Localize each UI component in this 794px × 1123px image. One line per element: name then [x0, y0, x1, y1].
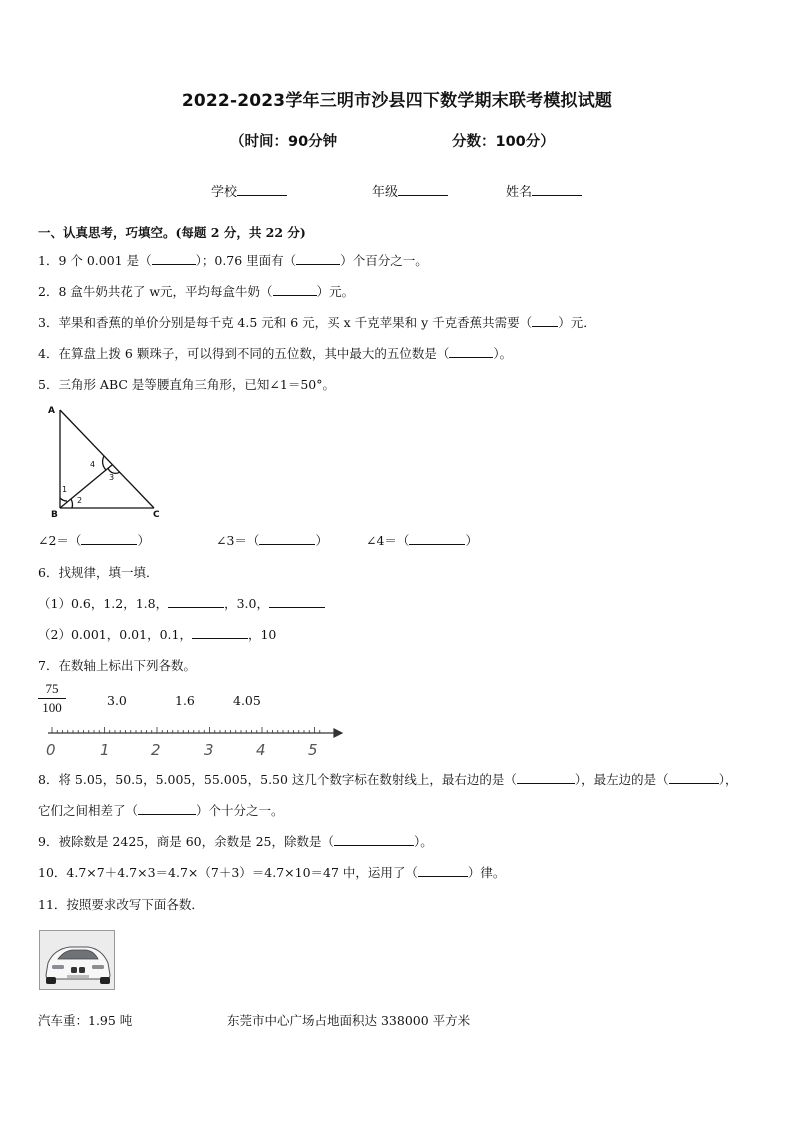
vertex-b-label: B — [51, 510, 58, 520]
angle-3-label: 3 — [109, 473, 115, 482]
grade-blank[interactable] — [398, 183, 448, 196]
q2-blank[interactable] — [273, 283, 317, 296]
q10-blank[interactable] — [418, 864, 468, 877]
angle-2-label: 2 — [77, 496, 83, 505]
number-1-6: 1.6 — [175, 693, 195, 708]
q4-text-a: 4．在算盘上拨 6 颗珠子，可以得到不同的五位数，其中最大的五位数是（ — [38, 346, 450, 361]
ang4-text: ∠4＝（ — [366, 533, 410, 548]
q4-blank[interactable] — [449, 345, 493, 358]
q8-blank-3[interactable] — [138, 802, 196, 815]
question-7: 7．在数轴上标出下列各数。 — [38, 658, 196, 673]
triangle-figure — [40, 404, 170, 520]
name-blank[interactable] — [532, 183, 582, 196]
q3-text-b: ）元． — [558, 315, 596, 330]
ang3-text: ∠3＝（ — [216, 533, 260, 548]
school-label: 学校 — [211, 185, 238, 200]
school-blank[interactable] — [237, 183, 287, 196]
number-line[interactable] — [44, 724, 348, 760]
question-1 — [38, 251, 428, 269]
ang2-text: ∠2＝（ — [38, 533, 82, 548]
q10-text-a: 10．4.7×7＋4.7×3＝4.7×（7＋3）＝4.7×10＝47 中，运用了（ — [38, 865, 418, 880]
ang4-blank[interactable] — [409, 532, 465, 545]
ang4-close: ） — [465, 533, 478, 548]
q6p1-text-b: ，3.0， — [224, 596, 269, 611]
question-9 — [38, 832, 433, 850]
q1-blank-2[interactable] — [296, 252, 340, 265]
axis-label-0: 0 — [46, 741, 56, 759]
question-2 — [38, 282, 354, 300]
q9-text-b: ）。 — [414, 834, 433, 849]
fraction-denominator: 100 — [42, 700, 62, 715]
segment-bd — [60, 465, 115, 508]
number-3-0: 3.0 — [107, 693, 127, 708]
question-3 — [38, 313, 596, 331]
exam-time: （时间：90分钟 — [230, 134, 338, 150]
number-line-ticks — [52, 727, 320, 733]
q6p2-text-b: ，10 — [247, 627, 277, 642]
vertex-a-label: A — [48, 406, 55, 416]
q8-text-a: 8．将 5.05，50.5，5.005，55.005，5.50 这几个数字标在数射线上，最右边的是（ — [38, 772, 517, 787]
question-4 — [38, 344, 512, 362]
axis-label-5: 5 — [308, 741, 318, 759]
angle-3-answer — [216, 531, 328, 549]
angle-4-label: 4 — [90, 460, 96, 469]
fraction-75-100 — [38, 681, 66, 716]
axis-label-3: 3 — [204, 741, 214, 759]
angle-2-arc — [71, 499, 72, 508]
angle-4-answer — [366, 531, 478, 549]
grade-field — [372, 181, 448, 200]
number-line-arrow — [334, 729, 342, 737]
q2-text-a: 2．8 盒牛奶共花了 w元，平均每盒牛奶（ — [38, 284, 273, 299]
question-8-line-2 — [38, 801, 284, 819]
q3-text-a: 3．苹果和香蕉的单价分别是每千克 4.5 元和 6 元，买 x 千克苹果和 y 千克香蕉共需要（ — [38, 315, 533, 330]
car-icon — [40, 931, 114, 989]
q3-blank[interactable] — [532, 314, 558, 327]
vertex-c-label: C — [153, 510, 160, 520]
question-5: 5．三角形 ABC 是等腰直角三角形，已知∠1＝50°。 — [38, 377, 335, 392]
axis-label-1: 1 — [100, 741, 110, 759]
number-line-labels — [46, 741, 318, 759]
q8-text-d: 它们之间相差了（ — [38, 803, 139, 818]
q8-text-e: ）个十分之一。 — [196, 803, 284, 818]
ang2-blank[interactable] — [81, 532, 137, 545]
name-label: 姓名 — [506, 185, 533, 200]
exam-score: 分数：100分） — [452, 134, 555, 150]
car-image — [39, 930, 115, 990]
side-ac — [60, 410, 154, 508]
q4-text-b: ）。 — [493, 346, 513, 361]
question-10 — [38, 863, 505, 881]
q1-blank-1[interactable] — [152, 252, 196, 265]
q1-text-c: ）个百分之一。 — [340, 253, 428, 268]
exam-title: 2022-2023学年三明市沙县四下数学期末联考模拟试题 — [181, 91, 613, 111]
axis-label-4: 4 — [256, 741, 266, 759]
question-8 — [38, 770, 737, 788]
q6p1-text-a: （1）0.6，1.2，1.8， — [38, 596, 169, 611]
fraction-numerator: 75 — [45, 681, 59, 696]
angle-1-arc — [60, 498, 67, 501]
grade-label: 年级 — [372, 185, 399, 200]
q1-text-a: 1．9 个 0.001 是（ — [38, 253, 152, 268]
ang3-close: ） — [315, 533, 328, 548]
q6p1-blank-1[interactable] — [168, 595, 224, 608]
q9-blank[interactable] — [334, 833, 414, 846]
plaza-area-text: 东莞市中心广场占地面积达 338000 平方米 — [227, 1013, 471, 1028]
angle-1-label: 1 — [62, 485, 68, 494]
q8-text-b: ），最左边的是（ — [574, 772, 669, 787]
q6p2-blank[interactable] — [192, 626, 248, 639]
ang3-blank[interactable] — [259, 532, 315, 545]
number-4-05: 4.05 — [233, 693, 261, 708]
q1-text-b: ）；0.76 里面有（ — [195, 253, 297, 268]
fraction-bar — [38, 698, 66, 699]
car-weight-text: 汽车重：1.95 吨 — [38, 1013, 133, 1028]
school-field — [211, 181, 287, 200]
q8-blank-1[interactable] — [517, 771, 575, 784]
section-heading: 一、认真思考，巧填空。(每题 2 分，共 22 分) — [38, 225, 306, 240]
q9-text-a: 9．被除数是 2425，商是 60，余数是 25，除数是（ — [38, 834, 334, 849]
q6p1-blank-2[interactable] — [269, 595, 325, 608]
q8-blank-2[interactable] — [669, 771, 719, 784]
question-6-part-1 — [38, 594, 325, 612]
q8-text-c: ）， — [718, 772, 738, 787]
angle-2-answer — [38, 531, 150, 549]
axis-label-2: 2 — [151, 741, 161, 759]
question-6-part-2 — [38, 625, 276, 643]
ang2-close: ） — [137, 533, 150, 548]
question-11: 11．按照要求改写下面各数． — [38, 897, 204, 912]
question-6: 6．找规律，填一填． — [38, 565, 159, 580]
q10-text-b: ）律。 — [467, 865, 506, 880]
q2-text-b: ）元。 — [316, 284, 355, 299]
name-field — [506, 181, 582, 200]
q6p2-text-a: （2）0.001，0.01，0.1， — [38, 627, 192, 642]
